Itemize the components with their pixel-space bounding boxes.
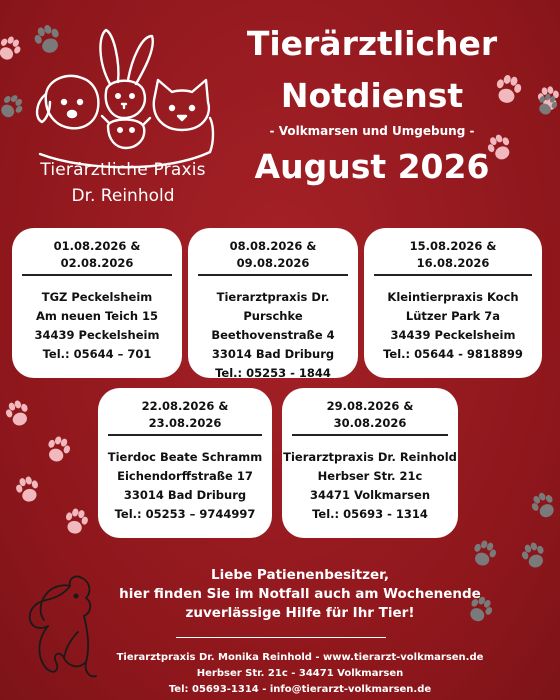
card-date-end: 02.08.2026 xyxy=(60,256,134,270)
paw-print-icon xyxy=(516,538,552,574)
card-date-start: 01.08.2026 & xyxy=(53,239,141,253)
card-city: 33014 Bad Driburg xyxy=(123,488,247,502)
logo-subtitle: Dr. Reinhold xyxy=(71,186,175,206)
card-practice-name: Tierdoc Beate Schramm xyxy=(107,450,263,464)
card-divider xyxy=(108,434,262,436)
footer-info-line: Herbser Str. 21c - 34471 Volkmarsen xyxy=(196,668,404,679)
card-street: Herbser Str. 21c xyxy=(317,469,423,483)
animals-logo-icon xyxy=(28,22,218,212)
card-date-start: 22.08.2026 & xyxy=(141,399,229,413)
footer-info-line: Tel: 05693-1314 - info@tierarzt-volkmarsen.de xyxy=(168,684,432,695)
emergency-card xyxy=(12,228,182,378)
card-city: 33014 Bad Driburg xyxy=(211,347,335,361)
paw-print-icon xyxy=(10,472,46,508)
card-phone: Tel.: 05644 - 9818899 xyxy=(383,347,523,361)
card-divider xyxy=(374,274,532,276)
card-date-start: 15.08.2026 & xyxy=(409,239,497,253)
emergency-card xyxy=(98,388,272,538)
card-phone: Tel.: 05253 - 1844 xyxy=(215,366,331,380)
footer-message-line: hier finden Sie im Notfall auch am Wochenende xyxy=(119,586,481,602)
card-phone: Tel.: 05693 - 1314 xyxy=(312,507,428,521)
card-divider xyxy=(22,274,172,276)
footer-message-line: zuverlässige Hilfe für Ihr Tier! xyxy=(185,605,415,621)
footer-message-line: Liebe Patienenbesitzer, xyxy=(211,567,389,583)
paw-print-icon xyxy=(526,488,560,524)
card-phone: Tel.: 05644 – 701 xyxy=(42,347,152,361)
page-subtitle: - Volkmarsen und Umgebung - xyxy=(269,124,475,138)
card-practice-name: Tierarztpraxis Dr. Purschke xyxy=(216,290,330,323)
footer-message xyxy=(100,566,500,623)
paw-print-icon xyxy=(0,90,28,124)
card-city: 34471 Volkmarsen xyxy=(309,488,431,502)
emergency-card xyxy=(282,388,458,538)
card-date-end: 16.08.2026 xyxy=(416,256,490,270)
card-divider xyxy=(292,434,448,436)
card-date-end: 23.08.2026 xyxy=(148,416,222,430)
card-date-end: 30.08.2026 xyxy=(333,416,407,430)
logo-title: Tierärztliche Praxis xyxy=(40,160,206,180)
paw-print-icon xyxy=(58,504,94,540)
footer-contact xyxy=(80,650,520,698)
emergency-card xyxy=(364,228,542,378)
card-city: 34439 Peckelsheim xyxy=(390,328,516,342)
card-phone: Tel.: 05253 – 9744997 xyxy=(114,507,256,521)
emergency-card xyxy=(188,228,358,378)
card-city: 34439 Peckelsheim xyxy=(34,328,160,342)
paw-print-icon xyxy=(532,90,560,120)
paw-print-icon xyxy=(40,432,76,468)
card-date-start: 08.08.2026 & xyxy=(229,239,317,253)
footer-divider xyxy=(176,637,386,638)
footer-info-line: Tierarztpraxis Dr. Monika Reinhold - www.tierarzt-volkmarsen.de xyxy=(116,652,484,663)
month-title: August 2026 xyxy=(254,147,490,186)
card-date-start: 29.08.2026 & xyxy=(326,399,414,413)
page-title-line2: Notdienst xyxy=(280,76,464,115)
card-divider xyxy=(198,274,348,276)
card-street: Am neuen Teich 15 xyxy=(35,309,159,323)
card-practice-name: TGZ Peckelsheim xyxy=(41,290,153,304)
paw-print-icon xyxy=(0,32,26,66)
card-practice-name: Kleintierpraxis Koch xyxy=(387,290,519,304)
paw-print-icon xyxy=(0,396,36,432)
card-street: Eichendorffstraße 17 xyxy=(117,469,253,483)
page-title-line1: Tierärztlicher xyxy=(246,24,498,63)
card-street: Lützer Park 7a xyxy=(405,309,501,323)
card-practice-name: Tierarztpraxis Dr. Reinhold xyxy=(283,450,457,464)
card-street: Beethovenstraße 4 xyxy=(211,328,335,342)
card-date-end: 09.08.2026 xyxy=(236,256,310,270)
